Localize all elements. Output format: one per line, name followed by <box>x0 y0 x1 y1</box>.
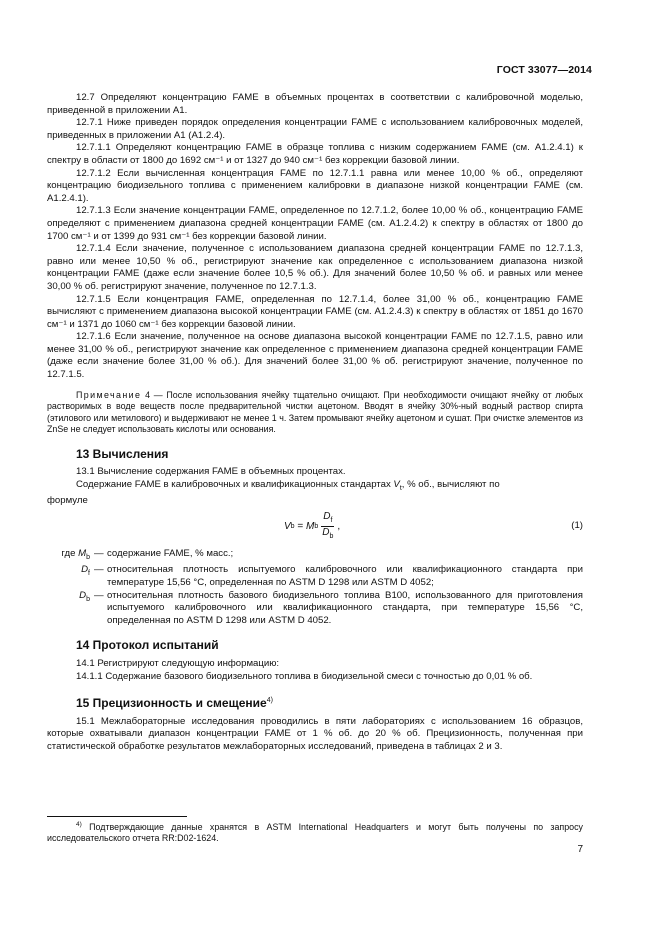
paragraph-13-intro-line2: формуле <box>47 495 88 507</box>
formula-expression: V b = M b $\frac{D_f}{D_b}$ , <box>284 511 341 541</box>
footnote-divider <box>47 816 187 817</box>
paragraph-13-1: 13.1 Вычисление содержания FAME в объемных процентах. <box>76 466 346 478</box>
paragraph-12-7: 12.7 Определяют концентрацию FAME в объемных процентах в соответствии с калибровочной моделью, приведенной в приложении А1. <box>47 92 583 116</box>
page-number: 7 <box>577 844 583 855</box>
paragraph-12-7-1-1: 12.7.1.1 Определяют концентрацию FAME в образце топлива с низким содержанием FAME (см. А1.2.4.1) к спектру в области от 1800 до 1692 см⁻¹ и от 1327 до 940 см⁻¹ без коррекции базовой линии. <box>47 142 583 166</box>
formula-1 <box>47 512 583 542</box>
paragraph-12-7-1-3: 12.7.1.3 Если значение концентрации FAME, определенное по 12.7.1.2, более 10,00 % об., концентрацию FAME определяют с применением диапазона средней концентрации FAME (см. А1.2.4.2) к спектру в областях от 1800 до 1700 см⁻¹ и от 1399 до 931 см⁻¹ без коррекции базовой линии. <box>47 205 583 242</box>
definition-row: где $M_b$ — содержание FAME, % масс.; <box>61 547 234 561</box>
formula-number: (1) <box>571 519 583 531</box>
formula-definitions <box>47 548 583 627</box>
paragraph-13-intro: Содержание FAME в калибровочных и квалификационных стандартах $V_t$, % об., вычисляют по <box>76 478 500 492</box>
page-content <box>47 92 583 754</box>
definition-row: $D_b$ — относительная плотность базового биодизельного топлива В100, использованного для приготовления испытуемого калибровочного или квалификационного стандарта, при температуре 15,56 °С, определенная по ASTM D 1298 или ASTM D 4052. <box>79 589 583 626</box>
paragraph-14-1-1: 14.1.1 Содержание базового биодизельного топлива в биодизельной смеси с точностью до 0,01 % об. <box>76 670 533 682</box>
formula-fraction: $\frac{D_f}{D_b}$ <box>322 511 334 541</box>
paragraph-12-7-1-5: 12.7.1.5 Если концентрация FAME, определенная по 12.7.1.4, более 31,00 % об., концентрацию FAME вычисляют с применением диапазона высокой концентрации FAME (см. А1.2.4.3) к спектру в областях от 1851 до 1670 см⁻¹ и 1371 до 1060 см⁻¹ без коррекции базовой линии. <box>47 293 583 330</box>
paragraph-12-7-1: 12.7.1 Ниже приведен порядок определения концентрации FAME с использованием калибровочных моделей, приведенных в приложении А1 (А1.2.4). <box>47 117 583 141</box>
paragraph-14-1: 14.1 Регистрируют следующую информацию: <box>76 658 280 669</box>
footnote-4: $^{4)}$ Подтверждающие данные хранятся в ASTM International Headquarters и могут быть получены по запросу исследовательского отчета RR:D02-1624. <box>47 821 583 844</box>
paragraph-12-7-1-2: 12.7.1.2 Если вычисленная концентрация FAME по 12.7.1.1 равна или менее 10,00 % об., определяют концентрацию биодизельного топлива с применением калибровки в диапазоне низкой концентрации FAME (см. А1.2.4.1). <box>47 167 583 204</box>
section-14-title: 14 Протокол испытаний <box>76 638 219 653</box>
note-label: Примечание <box>76 389 142 400</box>
section-15-title: 15 Прецизионность и смещение$^{4)}$ <box>76 696 273 711</box>
paragraph-15-1: 15.1 Межлабораторные исследования проводились в пяти лабораториях с использованием 16 образцов, которые охватывали диапазон концентрации FAME от 1 % об. до 20 % об. Прецизионность, полученная при статистической обработке результатов межлабораторных исследований, приведена в таблицах 2 и 3. <box>47 715 583 752</box>
section-13-title: 13 Вычисления <box>76 446 169 461</box>
note-text: 4 — После использования ячейку тщательно очищают. При необходимости очищают ячейку от любых растворимых в воде веществ после предварительной чистки ацетоном. Вводят в ячейку 30%-ный водный раствор спирта (этилового или метилового) и выдерживают не менее 1 ч. Затем промывают ячейку ацетоном и сушат. При очистке элементов из ZnSe не следует использовать кислоты или основания. <box>47 389 583 435</box>
paragraph-12-7-1-6: 12.7.1.6 Если значение, полученное на основе диапазона высокой концентрации FAME по 12.7.1.5, равно или менее 31,00 % об., регистрируют значение как определенное с применением диапазона средней концентрации FAME (даже если значение более 31,00 % об.). Для значений более 31,00 % об. регистрируют значение, полученное по 12.7.1.5. <box>47 331 583 381</box>
note-4 <box>47 390 583 436</box>
footnote-ref: 4) <box>266 697 273 705</box>
definition-row: $D_f$ — относительная плотность испытуемого калибровочного или квалификационного стандарта при температуре 15,56 °С, определенная по ASTM D 1298 или ASTM D 4052; <box>81 564 583 589</box>
page-header-standard: ГОСТ 33077—2014 <box>496 64 592 76</box>
paragraph-12-7-1-4: 12.7.1.4 Если значение, полученное с использованием диапазона средней концентрации FAME по 12.7.1.3, равно или менее 10,50 % об., регистрируют значение как определенное с использованием диапазона низкой концентрации FAME (даже если значение более 10,5 % об.). Для значений более 10,50 % об. и равных или менее 30,00 % об. регистрируют значение, полученное по 12.7.1.3. <box>47 243 583 292</box>
